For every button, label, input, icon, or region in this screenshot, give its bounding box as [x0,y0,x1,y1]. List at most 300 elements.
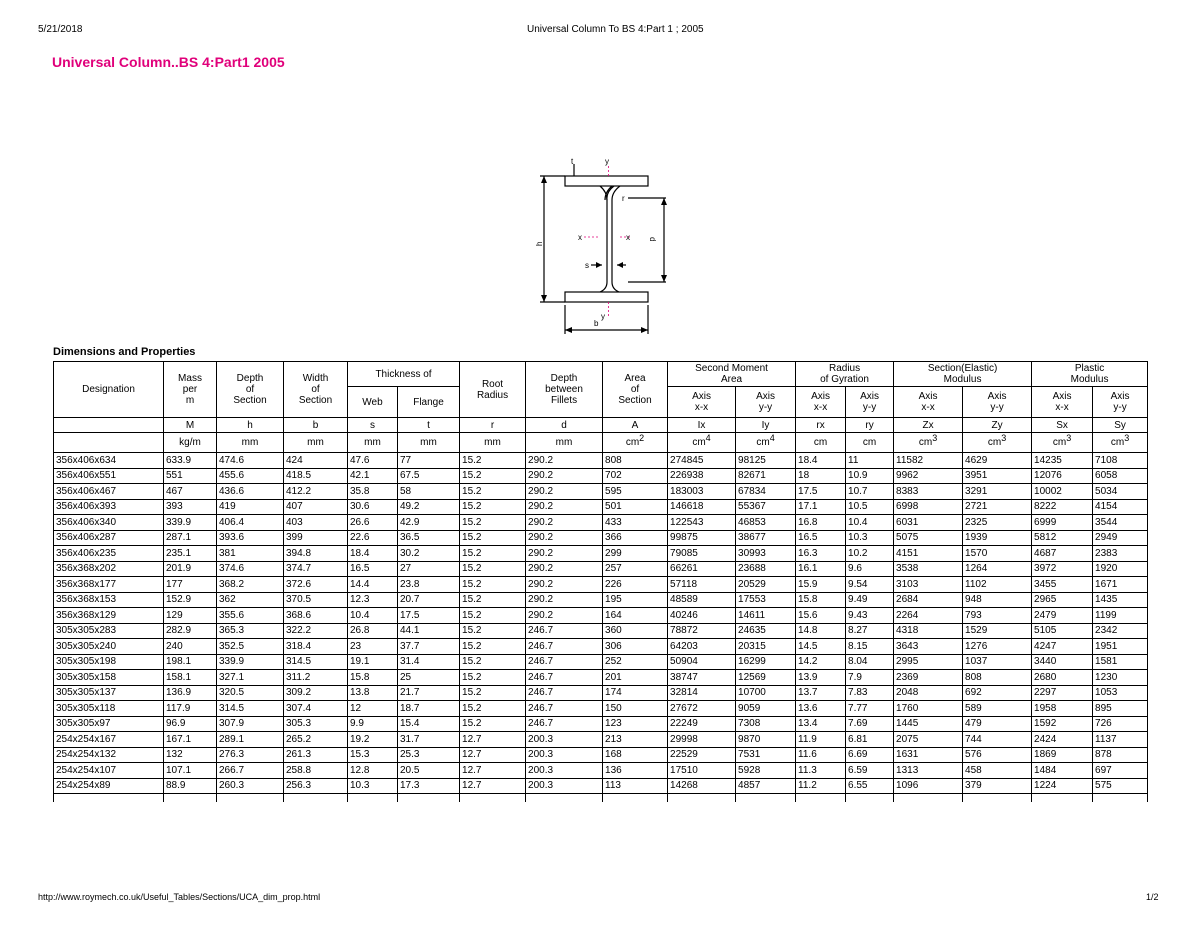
value-cell: 2479 [1032,608,1093,624]
value-cell: 46853 [736,515,796,531]
unit-cell: $cm^3$ [894,433,963,453]
value-cell: 368.6 [284,608,348,624]
value-cell: 8.27 [846,623,894,639]
value-cell: 393 [164,499,217,515]
value-cell: 7.9 [846,670,894,686]
value-cell: 702 [603,468,668,484]
value-cell: 11.3 [796,763,846,779]
value-cell: 2383 [1093,546,1148,562]
value-cell: 2075 [894,732,963,748]
value-cell: 117.9 [164,701,217,717]
table-row [54,592,1148,608]
value-cell: 12076 [1032,468,1093,484]
value-cell: 1435 [1093,592,1148,608]
value-cell: 260.3 [217,778,284,794]
print-date: 5/21/2018 [38,24,83,35]
value-cell: 25 [398,670,460,686]
value-cell: 82671 [736,468,796,484]
value-cell: 200.3 [526,763,603,779]
value-cell: 77 [398,453,460,469]
value-cell: 418.5 [284,468,348,484]
value-cell: 1592 [1032,716,1093,732]
header-radius-gyration: Radius of Gyration [796,362,894,387]
value-cell: 198.1 [164,654,217,670]
value-cell: 352.5 [217,639,284,655]
unit-cell: mm [217,433,284,453]
symbol-cell: r [460,418,526,433]
value-cell: 164 [603,608,668,624]
value-cell: 575 [1093,778,1148,794]
value-cell: 2264 [894,608,963,624]
value-cell: 2949 [1093,530,1148,546]
value-cell: 8222 [1032,499,1093,515]
symbol-cell: A [603,418,668,433]
unit-cell [54,433,164,453]
designation-cell: 356x368x129 [54,608,164,624]
value-cell: 15.2 [460,515,526,531]
value-cell: 246.7 [526,654,603,670]
value-cell: 3643 [894,639,963,655]
header-axis-ry: Axis y-y [846,387,894,418]
value-cell: 136.9 [164,685,217,701]
value-cell: 407 [284,499,348,515]
value-cell: 6999 [1032,515,1093,531]
value-cell: 57118 [668,577,736,593]
table-row [54,608,1148,624]
unit-cell: $cm^2$ [603,433,668,453]
unit-cell: $cm^4$ [736,433,796,453]
diagram-label-r: r [622,194,625,203]
value-cell: 399 [284,530,348,546]
value-cell: 1951 [1093,639,1148,655]
value-cell: 299 [603,546,668,562]
value-cell: 174 [603,685,668,701]
value-cell: 168 [603,747,668,763]
value-cell: 9.6 [846,561,894,577]
value-cell: 290.2 [526,499,603,515]
value-cell: 6.81 [846,732,894,748]
value-cell: 1581 [1093,654,1148,670]
header-axis-rx: Axis x-x [796,387,846,418]
value-cell: 38747 [668,670,736,686]
value-cell: 1313 [894,763,963,779]
designation-cell: 356x368x202 [54,561,164,577]
symbol-cell: b [284,418,348,433]
value-cell: 6031 [894,515,963,531]
value-cell: 467 [164,484,217,500]
value-cell: 365.3 [217,623,284,639]
designation-cell: 305x305x137 [54,685,164,701]
header-axis-ix: Axis x-x [668,387,736,418]
value-cell: 15.2 [460,453,526,469]
value-cell: 289.1 [217,732,284,748]
empty-cell [668,794,736,803]
value-cell: 8383 [894,484,963,500]
value-cell: 15.2 [460,716,526,732]
value-cell: 2721 [963,499,1032,515]
value-cell: 307.4 [284,701,348,717]
empty-cell [796,794,846,803]
value-cell: 7108 [1093,453,1148,469]
unit-cell: $cm^4$ [668,433,736,453]
page-title: Universal Column..BS 4:Part1 2005 [52,54,285,70]
unit-cell: $cm^3$ [1032,433,1093,453]
value-cell: 35.8 [348,484,398,500]
value-cell: 9.54 [846,577,894,593]
empty-cell [603,794,668,803]
value-cell: 17.1 [796,499,846,515]
empty-cell [1093,794,1148,803]
table-row [54,654,1148,670]
table-row [54,530,1148,546]
value-cell: 96.9 [164,716,217,732]
table-row [54,499,1148,515]
units-row [54,433,1148,453]
designation-cell: 305x305x118 [54,701,164,717]
value-cell: 2424 [1032,732,1093,748]
table-row [54,732,1148,748]
web-fillet-right [607,186,620,292]
value-cell: 257 [603,561,668,577]
symbol-cell: d [526,418,603,433]
value-cell: 1631 [894,747,963,763]
value-cell: 30993 [736,546,796,562]
header-axis-sx: Axis x-x [1032,387,1093,418]
symbol-cell: Zx [894,418,963,433]
value-cell: 379 [963,778,1032,794]
value-cell: 633.9 [164,453,217,469]
value-cell: 123 [603,716,668,732]
value-cell: 370.5 [284,592,348,608]
value-cell: 266.7 [217,763,284,779]
value-cell: 20.7 [398,592,460,608]
value-cell: 11.9 [796,732,846,748]
value-cell: 32814 [668,685,736,701]
table-row [54,453,1148,469]
header-axis-sy: Axis y-y [1093,387,1148,418]
value-cell: 4247 [1032,639,1093,655]
value-cell: 4154 [1093,499,1148,515]
value-cell: 366 [603,530,668,546]
table-row [54,484,1148,500]
value-cell: 27 [398,561,460,577]
value-cell: 501 [603,499,668,515]
value-cell: 276.3 [217,747,284,763]
empty-cell [846,794,894,803]
value-cell: 1224 [1032,778,1093,794]
value-cell: 17510 [668,763,736,779]
value-cell: 37.7 [398,639,460,655]
value-cell: 8.15 [846,639,894,655]
properties-table [53,361,1148,802]
header-flange: Flange [398,387,460,418]
value-cell: 15.2 [460,577,526,593]
value-cell: 14235 [1032,453,1093,469]
value-cell: 10.7 [846,484,894,500]
value-cell: 18.7 [398,701,460,717]
value-cell: 79085 [668,546,736,562]
value-cell: 4687 [1032,546,1093,562]
value-cell: 88.9 [164,778,217,794]
value-cell: 12.7 [460,747,526,763]
value-cell: 2342 [1093,623,1148,639]
value-cell: 7531 [736,747,796,763]
header-depth-fillets: Depth between Fillets [526,362,603,418]
value-cell: 246.7 [526,623,603,639]
designation-cell: 254x254x167 [54,732,164,748]
value-cell: 322.2 [284,623,348,639]
unit-cell: cm [846,433,894,453]
value-cell: 10.2 [846,546,894,562]
value-cell: 30.6 [348,499,398,515]
value-cell: 252 [603,654,668,670]
value-cell: 9.43 [846,608,894,624]
value-cell: 1037 [963,654,1032,670]
value-cell: 1137 [1093,732,1148,748]
value-cell: 290.2 [526,546,603,562]
value-cell: 152.9 [164,592,217,608]
unit-cell: kg/m [164,433,217,453]
value-cell: 246.7 [526,670,603,686]
value-cell: 36.5 [398,530,460,546]
value-cell: 15.2 [460,530,526,546]
value-cell: 878 [1093,747,1148,763]
value-cell: 10.9 [846,468,894,484]
value-cell: 213 [603,732,668,748]
value-cell: 355.6 [217,608,284,624]
value-cell: 10002 [1032,484,1093,500]
value-cell: 246.7 [526,716,603,732]
header-row-1 [54,362,1148,387]
value-cell: 50904 [668,654,736,670]
empty-cell [1032,794,1093,803]
table-row [54,778,1148,794]
value-cell: 595 [603,484,668,500]
value-cell: 808 [963,670,1032,686]
value-cell: 10.4 [846,515,894,531]
value-cell: 42.1 [348,468,398,484]
empty-cell [348,794,398,803]
value-cell: 6.69 [846,747,894,763]
value-cell: 479 [963,716,1032,732]
value-cell: 16.1 [796,561,846,577]
value-cell: 2297 [1032,685,1093,701]
value-cell: 17553 [736,592,796,608]
diagram-label-b: b [594,319,599,328]
designation-cell: 356x406x235 [54,546,164,562]
value-cell: 2995 [894,654,963,670]
value-cell: 99875 [668,530,736,546]
value-cell: 14.2 [796,654,846,670]
header-axis-zx: Axis x-x [894,387,963,418]
value-cell: 374.6 [217,561,284,577]
value-cell: 17.5 [398,608,460,624]
value-cell: 339.9 [164,515,217,531]
designation-cell: 356x406x467 [54,484,164,500]
value-cell: 290.2 [526,515,603,531]
symbol-cell: h [217,418,284,433]
value-cell: 55367 [736,499,796,515]
value-cell: 290.2 [526,484,603,500]
bottom-flange [565,292,648,302]
value-cell: 3455 [1032,577,1093,593]
value-cell: 9962 [894,468,963,484]
value-cell: 6058 [1093,468,1148,484]
value-cell: 1570 [963,546,1032,562]
table-row [54,468,1148,484]
value-cell: 12 [348,701,398,717]
empty-cell [736,794,796,803]
unit-cell: mm [284,433,348,453]
value-cell: 10700 [736,685,796,701]
unit-cell: mm [348,433,398,453]
value-cell: 18.4 [348,546,398,562]
table-row [54,747,1148,763]
value-cell: 7308 [736,716,796,732]
value-cell: 18.4 [796,453,846,469]
value-cell: 177 [164,577,217,593]
value-cell: 1276 [963,639,1032,655]
value-cell: 24635 [736,623,796,639]
value-cell: 20529 [736,577,796,593]
value-cell: 1529 [963,623,1032,639]
value-cell: 1053 [1093,685,1148,701]
value-cell: 2048 [894,685,963,701]
section-title: Dimensions and Properties [53,346,196,358]
value-cell: 47.6 [348,453,398,469]
table-row [54,577,1148,593]
value-cell: 4857 [736,778,796,794]
value-cell: 15.2 [460,484,526,500]
value-cell: 167.1 [164,732,217,748]
value-cell: 40246 [668,608,736,624]
empty-cell [398,794,460,803]
value-cell: 3972 [1032,561,1093,577]
designation-cell: 356x406x551 [54,468,164,484]
value-cell: 15.4 [398,716,460,732]
value-cell: 17.3 [398,778,460,794]
value-cell: 6.59 [846,763,894,779]
symbol-cell: s [348,418,398,433]
table-row [54,515,1148,531]
value-cell: 895 [1093,701,1148,717]
value-cell: 290.2 [526,468,603,484]
value-cell: 10.3 [348,778,398,794]
value-cell: 412.2 [284,484,348,500]
value-cell: 23688 [736,561,796,577]
value-cell: 1939 [963,530,1032,546]
value-cell: 9059 [736,701,796,717]
i-section-diagram [528,152,668,337]
value-cell: 1920 [1093,561,1148,577]
symbol-cell: Sy [1093,418,1148,433]
value-cell: 64203 [668,639,736,655]
value-cell: 18 [796,468,846,484]
value-cell: 1484 [1032,763,1093,779]
value-cell: 16.5 [796,530,846,546]
value-cell: 27672 [668,701,736,717]
table-row [54,670,1148,686]
value-cell: 9.49 [846,592,894,608]
value-cell: 13.6 [796,701,846,717]
value-cell: 424 [284,453,348,469]
value-cell: 4318 [894,623,963,639]
value-cell: 744 [963,732,1032,748]
value-cell: 15.8 [348,670,398,686]
value-cell: 3103 [894,577,963,593]
value-cell: 808 [603,453,668,469]
value-cell: 793 [963,608,1032,624]
value-cell: 195 [603,592,668,608]
value-cell: 368.2 [217,577,284,593]
unit-cell: $cm^3$ [1093,433,1148,453]
value-cell: 240 [164,639,217,655]
table-row [54,546,1148,562]
value-cell: 15.3 [348,747,398,763]
value-cell: 31.4 [398,654,460,670]
value-cell: 226 [603,577,668,593]
value-cell: 1102 [963,577,1032,593]
value-cell: 16299 [736,654,796,670]
symbol-cell: Iy [736,418,796,433]
header-thickness: Thickness of [348,362,460,387]
diagram-label-y-bottom: y [601,312,605,321]
value-cell: 394.8 [284,546,348,562]
value-cell: 201 [603,670,668,686]
value-cell: 235.1 [164,546,217,562]
value-cell: 436.6 [217,484,284,500]
value-cell: 201.9 [164,561,217,577]
header-web: Web [348,387,398,418]
value-cell: 3951 [963,468,1032,484]
symbol-cell: rx [796,418,846,433]
value-cell: 381 [217,546,284,562]
value-cell: 2965 [1032,592,1093,608]
value-cell: 16.3 [796,546,846,562]
value-cell: 5812 [1032,530,1093,546]
value-cell: 23.8 [398,577,460,593]
empty-cell [963,794,1032,803]
designation-cell: 356x406x634 [54,453,164,469]
value-cell: 26.6 [348,515,398,531]
value-cell: 12.7 [460,778,526,794]
value-cell: 15.2 [460,546,526,562]
value-cell: 21.7 [398,685,460,701]
value-cell: 697 [1093,763,1148,779]
value-cell: 318.4 [284,639,348,655]
unit-cell: mm [460,433,526,453]
table-continuation-row [54,794,1148,803]
value-cell: 9870 [736,732,796,748]
value-cell: 362 [217,592,284,608]
value-cell: 15.2 [460,592,526,608]
value-cell: 327.1 [217,670,284,686]
designation-cell: 356x406x393 [54,499,164,515]
value-cell: 1869 [1032,747,1093,763]
value-cell: 78872 [668,623,736,639]
value-cell: 406.4 [217,515,284,531]
value-cell: 15.2 [460,468,526,484]
value-cell: 726 [1093,716,1148,732]
value-cell: 7.77 [846,701,894,717]
value-cell: 15.2 [460,561,526,577]
value-cell: 14.4 [348,577,398,593]
value-cell: 4629 [963,453,1032,469]
unit-cell: mm [526,433,603,453]
value-cell: 98125 [736,453,796,469]
value-cell: 14611 [736,608,796,624]
designation-cell: 356x368x153 [54,592,164,608]
